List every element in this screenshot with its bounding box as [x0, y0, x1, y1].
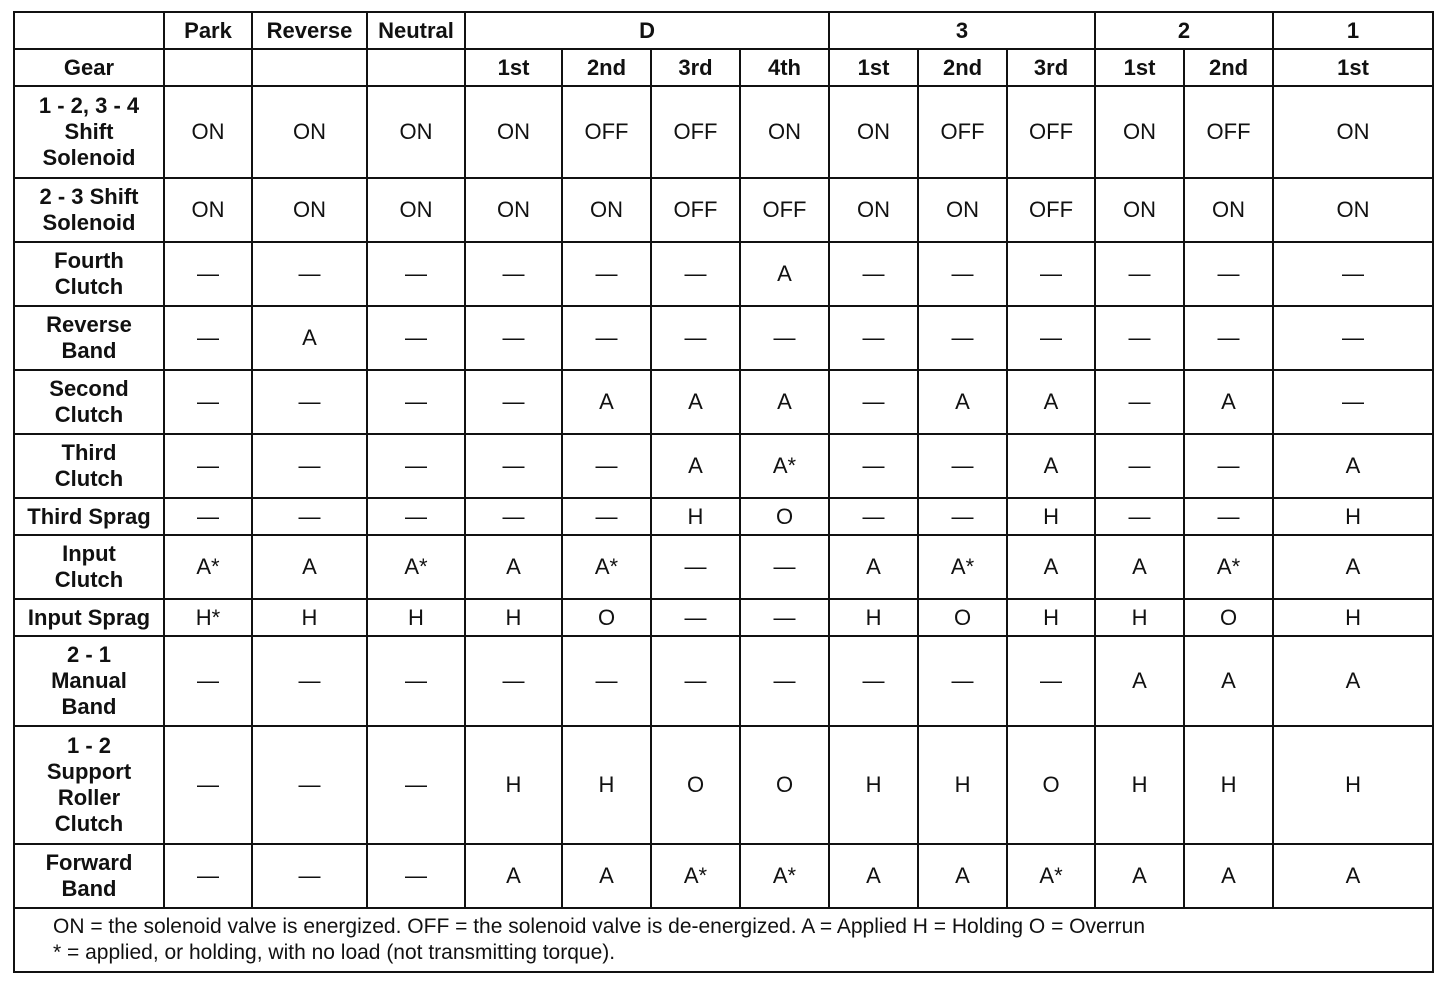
table-row [14, 370, 1433, 434]
table-cell: A [252, 535, 367, 599]
table-row [14, 498, 1433, 535]
table-cell: A* [367, 535, 465, 599]
table-cell: — [164, 242, 252, 306]
position-header: Park [164, 12, 252, 49]
row-label: 2 - 1 Manual Band [14, 636, 164, 726]
table-cell: ON [252, 86, 367, 178]
position-header-row [14, 12, 1433, 49]
table-cell: — [367, 306, 465, 370]
table-cell: O [1007, 726, 1095, 844]
table-row [14, 636, 1433, 726]
table-cell: A [1273, 844, 1433, 908]
table-cell: — [829, 434, 918, 498]
table-cell: H [651, 498, 740, 535]
row-label: Third Clutch [14, 434, 164, 498]
table-cell: ON [367, 178, 465, 242]
table-cell: — [1095, 370, 1184, 434]
table-cell: — [829, 636, 918, 726]
table-cell: A [562, 370, 651, 434]
gear-header: 3rd [1007, 49, 1095, 86]
table-cell: H [1095, 726, 1184, 844]
legend-note: * = applied, or holding, with no load (not transmitting torque). [53, 941, 616, 964]
table-cell: — [829, 498, 918, 535]
table-cell: — [367, 844, 465, 908]
table-cell: ON [1273, 178, 1433, 242]
gear-label: Gear [14, 49, 164, 86]
table-cell: — [465, 370, 562, 434]
table-cell: — [164, 306, 252, 370]
table-cell: A [918, 844, 1007, 908]
table-cell: — [1007, 242, 1095, 306]
table-cell: — [164, 636, 252, 726]
table-cell: — [918, 242, 1007, 306]
table-cell: H [1007, 599, 1095, 636]
table-wrapper [13, 11, 1434, 973]
table-cell: A [465, 535, 562, 599]
row-label: Forward Band [14, 844, 164, 908]
table-cell: — [562, 636, 651, 726]
table-cell: O [562, 599, 651, 636]
table-cell: — [1273, 242, 1433, 306]
table-cell: — [465, 498, 562, 535]
table-cell: — [651, 636, 740, 726]
table-cell: — [651, 242, 740, 306]
table-cell: A* [1007, 844, 1095, 908]
position-header: 1 [1273, 12, 1433, 49]
table-cell: — [562, 498, 651, 535]
row-label: Input Clutch [14, 535, 164, 599]
table-cell: — [562, 434, 651, 498]
table-cell: A* [651, 844, 740, 908]
table-cell: ON [1184, 178, 1273, 242]
table-cell: — [465, 242, 562, 306]
table-cell: H [465, 726, 562, 844]
table-cell: — [164, 844, 252, 908]
table-cell: H [1184, 726, 1273, 844]
table-row [14, 242, 1433, 306]
table-cell: — [164, 434, 252, 498]
table-cell: ON [562, 178, 651, 242]
table-cell: A [651, 370, 740, 434]
table-row [14, 599, 1433, 636]
table-cell: O [740, 498, 829, 535]
table-cell: H [562, 726, 651, 844]
table-cell: H [829, 726, 918, 844]
table-cell: H [1273, 726, 1433, 844]
legend-row [14, 908, 1433, 972]
gear-header [164, 49, 252, 86]
table-cell: H* [164, 599, 252, 636]
table-cell: A [740, 242, 829, 306]
table-cell: — [740, 599, 829, 636]
position-header: Neutral [367, 12, 465, 49]
legend-line: ON = the solenoid valve is energized. OFF = the solenoid valve is de-energized. A = Applied H = Holding O = Overrun [53, 915, 1146, 938]
table-cell: H [829, 599, 918, 636]
gear-header [367, 49, 465, 86]
table-cell: ON [1095, 86, 1184, 178]
table-cell: — [1007, 306, 1095, 370]
table-cell: A [1007, 535, 1095, 599]
table-row [14, 726, 1433, 844]
gear-header: 1st [465, 49, 562, 86]
table-row [14, 178, 1433, 242]
table-cell: ON [465, 178, 562, 242]
gear-header [252, 49, 367, 86]
table-cell: — [164, 370, 252, 434]
table-cell: A [918, 370, 1007, 434]
table-cell: — [918, 434, 1007, 498]
table-cell: ON [367, 86, 465, 178]
table-cell: A [1095, 636, 1184, 726]
position-header: 2 [1095, 12, 1273, 49]
shift-solenoid-apply-chart [13, 11, 1434, 973]
table-cell: A [1184, 844, 1273, 908]
table-cell: — [562, 306, 651, 370]
table-cell: — [651, 599, 740, 636]
table-cell: A [1095, 535, 1184, 599]
table-cell: ON [252, 178, 367, 242]
table-cell: — [740, 636, 829, 726]
table-cell: — [1184, 242, 1273, 306]
table-cell: OFF [651, 86, 740, 178]
table-cell: A [1007, 370, 1095, 434]
table-cell: — [1095, 434, 1184, 498]
table-cell: — [1095, 242, 1184, 306]
table-cell: — [829, 242, 918, 306]
table-cell: — [1095, 306, 1184, 370]
table-cell: — [651, 535, 740, 599]
gear-header: 2nd [918, 49, 1007, 86]
table-cell: A [1273, 434, 1433, 498]
table-cell: — [829, 370, 918, 434]
gear-header: 1st [1273, 49, 1433, 86]
table-cell: — [740, 306, 829, 370]
table-cell: H [918, 726, 1007, 844]
table-row [14, 535, 1433, 599]
table-cell: H [1095, 599, 1184, 636]
table-cell: ON [740, 86, 829, 178]
table-cell: — [918, 498, 1007, 535]
gear-header: 2nd [562, 49, 651, 86]
table-cell: — [1007, 636, 1095, 726]
table-cell: H [1273, 599, 1433, 636]
row-label: 1 - 2, 3 - 4 Shift Solenoid [14, 86, 164, 178]
table-cell: O [1184, 599, 1273, 636]
table-cell: ON [918, 178, 1007, 242]
table-cell: OFF [1007, 86, 1095, 178]
table-cell: O [740, 726, 829, 844]
table-cell: A* [562, 535, 651, 599]
table-cell: A [1184, 636, 1273, 726]
table-cell: — [562, 242, 651, 306]
row-label: 2 - 3 Shift Solenoid [14, 178, 164, 242]
table-cell: — [252, 844, 367, 908]
table-cell: — [918, 306, 1007, 370]
table-cell: A* [164, 535, 252, 599]
table-row [14, 844, 1433, 908]
table-cell: ON [829, 86, 918, 178]
table-cell: — [1273, 306, 1433, 370]
table-cell: ON [164, 178, 252, 242]
table-cell: A [1095, 844, 1184, 908]
table-cell: A [562, 844, 651, 908]
row-label: Input Sprag [14, 599, 164, 636]
table-cell: A* [740, 434, 829, 498]
row-label: 1 - 2 Support Roller Clutch [14, 726, 164, 844]
row-label: Reverse Band [14, 306, 164, 370]
row-label: Second Clutch [14, 370, 164, 434]
table-cell: — [252, 242, 367, 306]
table-cell: — [1095, 498, 1184, 535]
table-cell: — [1184, 306, 1273, 370]
position-header: Reverse [252, 12, 367, 49]
table-cell: — [164, 498, 252, 535]
corner-cell [14, 12, 164, 49]
table-cell: O [651, 726, 740, 844]
table-cell: — [465, 306, 562, 370]
table-cell: A [651, 434, 740, 498]
table-cell: ON [1273, 86, 1433, 178]
table-cell: — [252, 370, 367, 434]
table-cell: — [829, 306, 918, 370]
table-cell: — [918, 636, 1007, 726]
legend [14, 908, 1433, 972]
table-cell: — [252, 434, 367, 498]
table-cell: A* [918, 535, 1007, 599]
gear-header-row [14, 49, 1433, 86]
gear-header: 1st [829, 49, 918, 86]
table-cell: — [1273, 370, 1433, 434]
table-cell: H [252, 599, 367, 636]
table-cell: — [465, 434, 562, 498]
table-cell: ON [465, 86, 562, 178]
table-cell: A [465, 844, 562, 908]
table-cell: H [465, 599, 562, 636]
table-cell: OFF [918, 86, 1007, 178]
table-cell: — [740, 535, 829, 599]
table-cell: OFF [562, 86, 651, 178]
table-row [14, 306, 1433, 370]
table-cell: A [252, 306, 367, 370]
table-cell: — [367, 370, 465, 434]
table-cell: — [367, 434, 465, 498]
table-cell: A [829, 535, 918, 599]
table-cell: — [367, 242, 465, 306]
row-label: Third Sprag [14, 498, 164, 535]
table-cell: A [1184, 370, 1273, 434]
table-row [14, 434, 1433, 498]
position-header: D [465, 12, 829, 49]
table-cell: H [1007, 498, 1095, 535]
table-cell: A* [740, 844, 829, 908]
table-cell: — [252, 498, 367, 535]
table-cell: — [367, 498, 465, 535]
table-cell: A [1273, 535, 1433, 599]
gear-header: 1st [1095, 49, 1184, 86]
table-cell: — [252, 726, 367, 844]
table-cell: ON [164, 86, 252, 178]
table-cell: A [829, 844, 918, 908]
table-cell: A [1273, 636, 1433, 726]
position-header: 3 [829, 12, 1095, 49]
gear-header: 3rd [651, 49, 740, 86]
table-cell: — [1184, 498, 1273, 535]
table-cell: — [465, 636, 562, 726]
table-cell: OFF [1007, 178, 1095, 242]
table-cell: — [252, 636, 367, 726]
table-row [14, 86, 1433, 178]
table-cell: H [367, 599, 465, 636]
table-body [14, 86, 1433, 908]
table-cell: — [367, 636, 465, 726]
table-cell: — [651, 306, 740, 370]
gear-header: 2nd [1184, 49, 1273, 86]
row-label: Fourth Clutch [14, 242, 164, 306]
table-cell: ON [1095, 178, 1184, 242]
table-cell: OFF [651, 178, 740, 242]
table-cell: A [740, 370, 829, 434]
table-cell: ON [829, 178, 918, 242]
table-cell: — [1184, 434, 1273, 498]
gear-header: 4th [740, 49, 829, 86]
table-cell: A* [1184, 535, 1273, 599]
table-cell: A [1007, 434, 1095, 498]
table-cell: H [1273, 498, 1433, 535]
table-cell: OFF [740, 178, 829, 242]
table-cell: — [164, 726, 252, 844]
table-cell: — [367, 726, 465, 844]
table-cell: O [918, 599, 1007, 636]
table-cell: OFF [1184, 86, 1273, 178]
